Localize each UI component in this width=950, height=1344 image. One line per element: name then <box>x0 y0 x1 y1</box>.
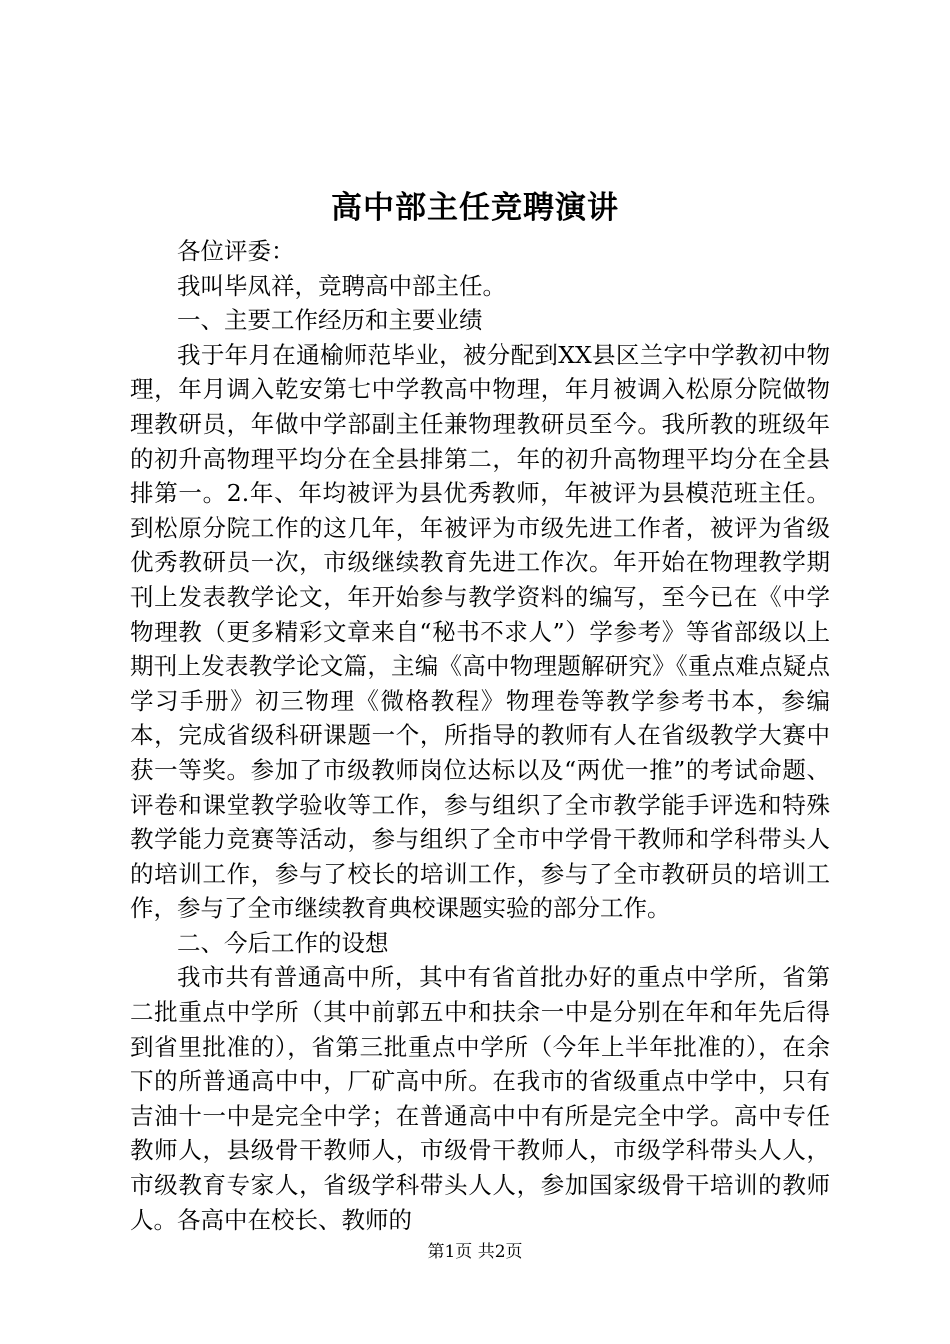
document-body <box>130 234 830 1237</box>
document-title: 高中部主任竞聘演讲 <box>331 190 619 226</box>
paragraph-experience: 我于年月在通榆师范毕业，被分配到XX县区兰字中学教初中物理，年月调入乾安第七中学教高中物理，年月被调入松原分院做物理教研员，年做中学部副主任兼物理教研员至今。我所教的班级年的初升高物理平均分在全县排第二，年的初升高物理平均分在全县排第一。2.年、年均被评为县优秀教师，年被评为县模范班主任。到松原分院工作的这几年，年被评为市级先进工作者，被评为省级优秀教研员一次，市级继续教育先进工作次。年开始在物理教学期刊上发表教学论文，年开始参与教学资料的编写，至今已在《中学物理教（更多精彩文章来自“秘书不求人”）学参考》等省部级以上期刊上发表教学论文篇，主编《高中物理题解研究》《重点难点疑点学习手册》初三物理《微格教程》物理卷等教学参考书本，参编本，完成省级科研课题一个，所指导的教师有人在省级教学大赛中获一等奖。参加了市级教师岗位达标以及“两优一推”的考试命题、评卷和课堂教学验收等工作，参与组织了全市教学能手评选和特殊教学能力竞赛等活动，参与组织了全市中学骨干教师和学科带头人的培训工作，参与了校长的培训工作，参与了全市教研员的培训工作，参与了全市继续教育典校课题实验的部分工作。 <box>130 340 830 923</box>
paragraph-introduction: 我叫毕凤祥，竞聘高中部主任。 <box>177 271 506 300</box>
section-heading-plans: 二、今后工作的设想 <box>177 928 389 957</box>
section-heading-experience: 一、主要工作经历和主要业绩 <box>177 306 483 335</box>
page-number-footer: 第1页 共2页 <box>427 1242 523 1262</box>
paragraph-salutation: 各位评委： <box>177 237 295 265</box>
paragraph-plans: 我市共有普通高中所，其中有省首批办好的重点中学所，省第二批重点中学所（其中前郭五中和扶余一中是分别在年和年先后得到省里批准的），省第三批重点中学所（今年上半年批准的），在余下的所普通高中中，厂矿高中所。在我市的省级重点中学中，只有吉油十一中是完全中学；在普通高中中有所是完全中学。高中专任教师人，县级骨干教师人，市级骨干教师人，市级学科带头人人，市级教育专家人，省级学科带头人人，参加国家级骨干培训的教师人。各高中在校长、教师的 <box>130 963 830 1234</box>
